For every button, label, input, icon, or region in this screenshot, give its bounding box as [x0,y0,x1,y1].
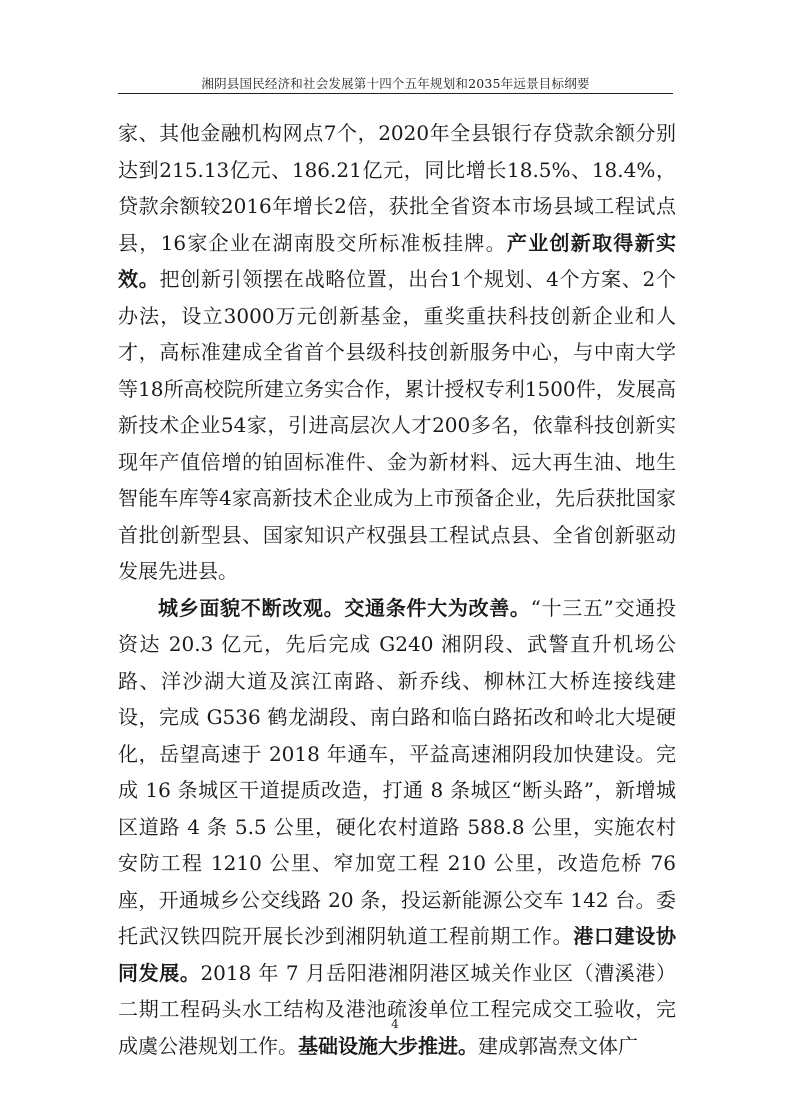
text-run: 家、其他金融机构网点7个，2020年全县银行存贷款余额分别达到215.13亿元、186.21亿元，同比增长18.5%、18.4%，贷款余额较2016年增长2倍，获批全省资本市场县域工程试点县，16家企业在湖南股交所标准板挂牌。 [118,121,676,255]
text-run: 2018 年 7 月岳阳港湘阴港区城关作业区（漕溪港）二期工程码头水工结构及港池疏浚单位工程完成交工验收，完成虞公港规划工作。 [118,960,676,1058]
paragraph-finance-innovation [118,115,676,590]
bold-heading-port: 港口建设协同发展。 [118,924,677,985]
paragraph-urban-rural [118,590,676,1065]
text-run: 把创新引领摆在战略位置，出台1个规划、4个方案、2个办法，设立3000万元创新基金，重奖重扶科技创新企业和人才，高标准建成全省首个县级科技创新服务中心，与中南大学等18所高校院所建立务实合作，累计授权专利1500件，发展高新技术企业54家，引进高层次人才200多名，依靠科技创新实现年产值倍增的铂固标准件、金为新材料、远大再生油、地生智能车库等4家高新技术企业成为上市预备企业，先后获批国家首批创新型县、国家知识产权强县工程试点县、全省创新驱动发展先进县。 [118,267,676,583]
bold-heading-innovation: 产业创新取得新实效。 [118,230,677,291]
bold-heading-infrastructure: 基础设施大步推进。 [298,1033,478,1058]
text-run: 建成郭嵩焘文体广 [478,1033,638,1058]
running-header: 湘阴县国民经济和社会发展第十四个五年规划和2035年远景目标纲要 [201,76,590,91]
header-divider [118,93,673,94]
page-number: 4 [391,1017,399,1031]
bold-heading-urban-transport: 城乡面貌不断改观。交通条件大为改善。 [158,595,531,620]
document-body [118,115,676,1064]
text-run: “十三五”交通投资达 20.3 亿元，先后完成 G240 湘阴段、武警直升机场公路、洋沙湖大道及滨江南路、新乔线、柳林江大桥连接线建设，完成 G536 鹤龙湖段、南白路和临白路拓改和岭北大堤硬化，岳望高速于 2018 年通车，平益高速湘阴段加快建设。完成 16 条城区干道提质改造，打通 8 条城区“断头路”，新增城区道路 4 条 5.5 公里，硬化农村道路 588.8 公里，实施农村安防工程 1210 公里、窄加宽工程 210 公里，改造危桥 76 座，开通城乡公交线路 20 条，投运新能源公交车 142 台。委托武汉铁四院开展长沙到湘阴轨道工程前期工作。 [118,595,677,948]
